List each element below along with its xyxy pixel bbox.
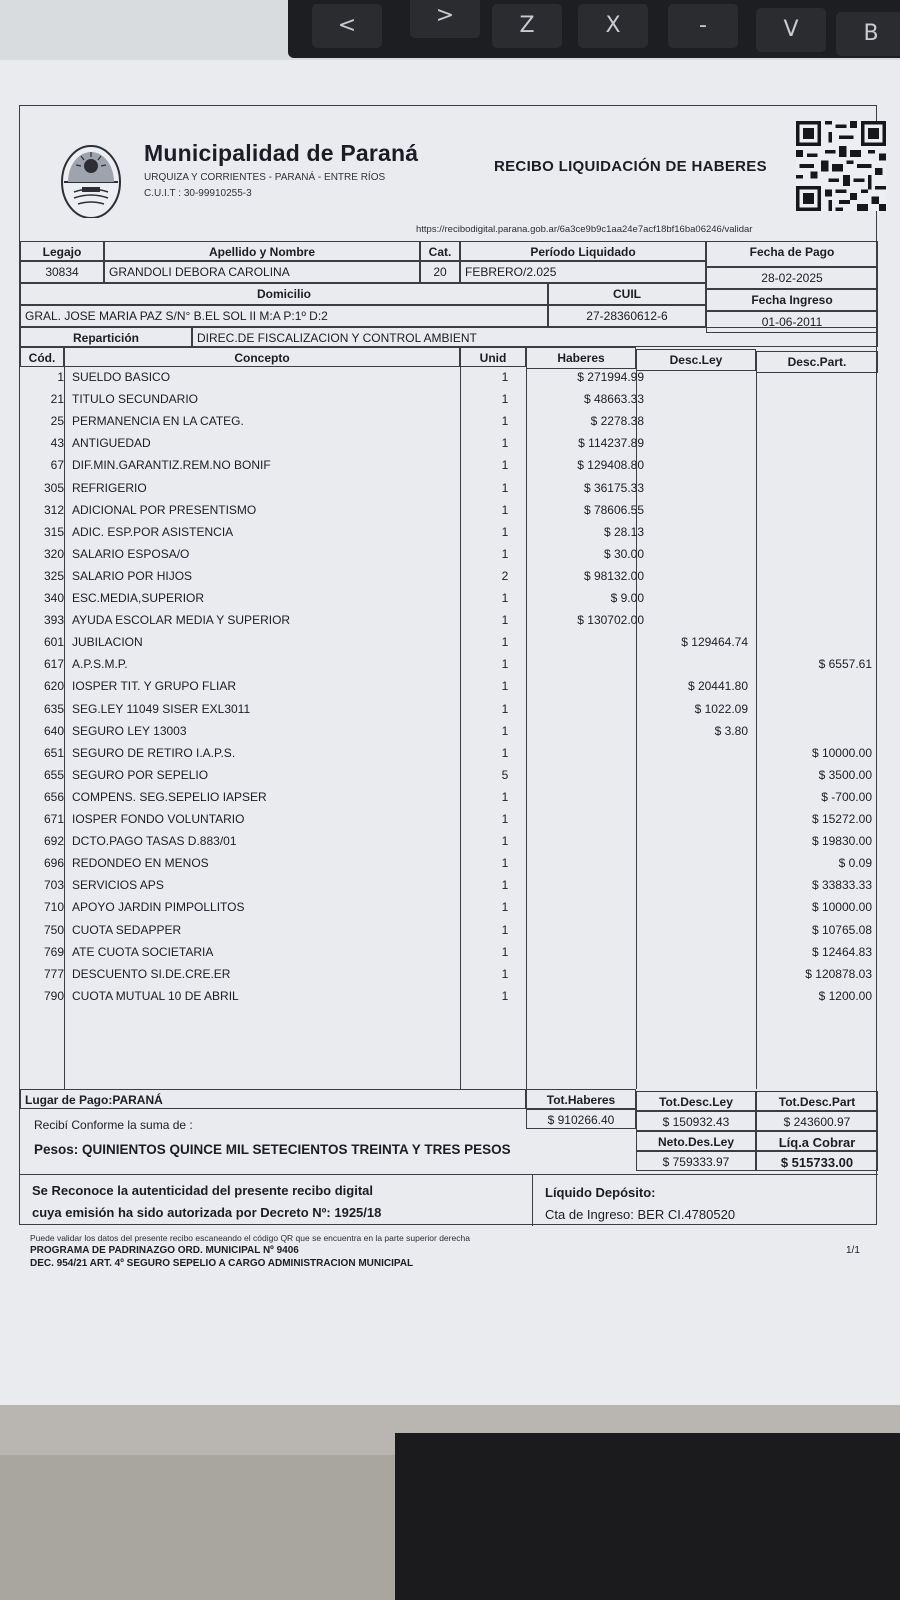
item-concept: SEGURO LEY 13003 xyxy=(72,723,187,738)
table-row xyxy=(20,878,878,900)
col-desc-part: Desc.Part. xyxy=(756,351,878,373)
tot-desc-ley-value: $ 150932.43 xyxy=(636,1111,756,1131)
table-row xyxy=(20,392,878,414)
item-code: 790 xyxy=(43,988,64,1003)
item-code: 315 xyxy=(43,524,64,539)
item-concept: DESCUENTO SI.DE.CRE.ER xyxy=(72,966,231,981)
item-concept: SALARIO POR HIJOS xyxy=(72,568,193,583)
cuil-label: CUIL xyxy=(548,283,706,305)
item-code: 640 xyxy=(43,723,64,738)
item-unit: 1 xyxy=(501,370,509,384)
keyboard-key: < xyxy=(312,4,382,48)
item-unit: 1 xyxy=(501,436,509,451)
item-haberes: $ 271994.99 xyxy=(577,370,644,384)
municipality-cuit: C.U.I.T : 30-99910255-3 xyxy=(144,188,252,199)
item-concept: TITULO SECUNDARIO xyxy=(72,392,199,407)
item-desc-part: $ 0.09 xyxy=(838,856,872,871)
item-desc-part: $ 10000.00 xyxy=(811,900,872,915)
item-code: 703 xyxy=(43,878,64,893)
item-concept: SALARIO ESPOSA/O xyxy=(72,546,190,561)
item-concept: IOSPER FONDO VOLUNTARIO xyxy=(72,812,245,826)
tot-haberes-value: $ 910266.40 xyxy=(526,1109,636,1129)
program-note: PROGRAMA DE PADRINAZGO ORD. MUNICIPAL Nº 9406 xyxy=(30,1245,299,1256)
item-code: 696 xyxy=(43,856,64,871)
department-label: Repartición xyxy=(20,327,192,347)
item-code: 750 xyxy=(43,922,64,937)
item-haberes: $ 28.13 xyxy=(603,524,644,539)
item-unit: 1 xyxy=(501,657,509,672)
item-desc-part: $ 1200.00 xyxy=(818,988,872,1003)
item-code: 651 xyxy=(43,745,64,760)
item-code: 635 xyxy=(43,701,64,716)
item-haberes: $ 130702.00 xyxy=(577,613,644,628)
table-row xyxy=(20,569,878,591)
legajo-label: Legajo xyxy=(20,241,104,261)
item-concept: ANTIGUEDAD xyxy=(72,436,151,451)
item-concept: IOSPER TIT. Y GRUPO FLIAR xyxy=(72,679,237,694)
item-desc-ley: $ 1022.09 xyxy=(694,701,748,716)
page-number: 1/1 xyxy=(846,1245,860,1256)
item-concept: APOYO JARDIN PIMPOLLITOS xyxy=(72,900,245,915)
item-code: 710 xyxy=(43,900,64,915)
validation-url[interactable]: https://recibodigital.parana.gob.ar/6a3ce9b9c1aa24e7acf18bf16ba06246/validar xyxy=(416,224,753,235)
item-desc-part: $ 12464.83 xyxy=(811,944,872,959)
tot-desc-part-label: Tot.Desc.Part xyxy=(756,1091,878,1111)
table-row xyxy=(20,591,878,613)
table-row xyxy=(20,900,878,922)
item-haberes: $ 30.00 xyxy=(603,546,644,561)
hire-date-label: Fecha Ingreso xyxy=(706,289,878,311)
item-code: 620 xyxy=(43,679,64,694)
col-unit: Unid xyxy=(460,347,526,367)
item-unit: 1 xyxy=(501,878,509,893)
item-code: 25 xyxy=(50,414,64,429)
table-row xyxy=(20,834,878,856)
item-unit: 5 xyxy=(501,767,509,782)
neto-label: Neto.Des.Ley xyxy=(636,1131,756,1151)
item-unit: 1 xyxy=(501,944,509,959)
liq-value: $ 515733.00 xyxy=(756,1151,878,1171)
item-unit: 1 xyxy=(501,856,509,871)
table-row xyxy=(20,547,878,569)
pay-date-label: Fecha de Pago xyxy=(706,241,878,267)
decree-note: DEC. 954/21 ART. 4º SEGURO SEPELIO A CARGO ADMINISTRACION MUNICIPAL xyxy=(30,1258,414,1269)
place-of-payment: Lugar de Pago:PARANÁ xyxy=(20,1089,526,1109)
item-unit: 1 xyxy=(501,701,509,716)
item-unit: 1 xyxy=(501,591,509,605)
item-code: 655 xyxy=(43,767,64,782)
col-concept: Concepto xyxy=(64,347,460,367)
item-code: 43 xyxy=(50,436,64,451)
item-unit: 1 xyxy=(501,834,509,849)
item-concept: SEGURO DE RETIRO I.A.P.S. xyxy=(72,745,236,760)
auth-line-1: Se Reconoce la autenticidad del presente recibo digital xyxy=(32,1183,373,1198)
amount-in-words: Pesos: QUINIENTOS QUINCE MIL SETECIENTOS TREINTA Y TRES PESOS xyxy=(34,1142,511,1157)
item-concept: DCTO.PAGO TASAS D.883/01 xyxy=(72,834,237,849)
table-row xyxy=(20,503,878,525)
item-concept: ESC.MEDIA,SUPERIOR xyxy=(72,591,205,605)
table-row xyxy=(20,724,878,746)
keyboard-key: X xyxy=(578,4,648,48)
item-unit: 1 xyxy=(501,988,509,1003)
item-concept: REFRIGERIO xyxy=(72,480,147,495)
item-code: 393 xyxy=(43,613,64,628)
receipt-document xyxy=(19,105,877,1225)
item-desc-part: $ 19830.00 xyxy=(811,834,872,849)
table-row xyxy=(20,923,878,945)
table-row xyxy=(20,856,878,878)
pay-date-value: 28-02-2025 xyxy=(706,267,878,289)
item-concept: CUOTA MUTUAL 10 DE ABRIL xyxy=(72,988,239,1003)
item-desc-part: $ 15272.00 xyxy=(811,812,872,826)
item-haberes: $ 36175.33 xyxy=(583,480,644,495)
item-concept: SEG.LEY 11049 SISER EXL3011 xyxy=(72,701,251,716)
item-code: 617 xyxy=(43,657,64,672)
item-concept: ATE CUOTA SOCIETARIA xyxy=(72,944,214,959)
item-desc-ley: $ 3.80 xyxy=(714,723,748,738)
table-row xyxy=(20,679,878,701)
item-unit: 1 xyxy=(501,546,509,561)
address-value: GRAL. JOSE MARIA PAZ S/N° B.EL SOL II M:A P:1º D:2 xyxy=(20,305,548,327)
col-haberes: Haberes xyxy=(526,347,636,369)
table-row xyxy=(20,525,878,547)
item-code: 671 xyxy=(43,812,64,826)
period-label: Período Liquidado xyxy=(460,241,706,261)
table-row xyxy=(20,768,878,790)
liq-label: Líq.a Cobrar xyxy=(756,1131,878,1151)
item-desc-ley: $ 20441.80 xyxy=(687,679,748,694)
item-concept: COMPENS. SEG.SEPELIO IAPSER xyxy=(72,789,267,804)
background-floor xyxy=(0,1395,900,1600)
address-label: Domicilio xyxy=(20,283,548,305)
keyboard-key: V xyxy=(756,8,826,52)
item-desc-ley: $ 129464.74 xyxy=(681,635,748,650)
item-haberes: $ 2278.38 xyxy=(590,414,644,429)
item-code: 21 xyxy=(50,392,64,407)
auth-line-2: cuya emisión ha sido autorizada por Decreto Nº: 1925/18 xyxy=(32,1205,382,1220)
item-haberes: $ 9.00 xyxy=(610,591,644,605)
item-code: 601 xyxy=(43,635,64,650)
period-value: FEBRERO/2.025 xyxy=(460,261,706,283)
item-unit: 1 xyxy=(501,679,509,694)
item-concept: ADICIONAL POR PRESENTISMO xyxy=(72,502,257,517)
neto-value: $ 759333.97 xyxy=(636,1151,756,1171)
table-row xyxy=(20,790,878,812)
qr-note: Puede validar los datos del presente recibo escaneando el código QR que se encuentra en la parte superior derecha xyxy=(30,1233,470,1243)
table-row xyxy=(20,458,878,480)
coat-of-arms-icon xyxy=(60,138,122,218)
keyboard-key: Z xyxy=(492,4,562,48)
item-code: 340 xyxy=(43,591,64,605)
item-code: 769 xyxy=(43,944,64,959)
keyboard xyxy=(288,0,900,58)
item-unit: 1 xyxy=(501,812,509,826)
item-haberes: $ 48663.33 xyxy=(583,392,644,407)
deposit-account: Cta de Ingreso: BER CI.4780520 xyxy=(545,1207,736,1222)
item-code: 777 xyxy=(43,966,64,981)
item-haberes: $ 98132.00 xyxy=(583,568,644,583)
item-unit: 1 xyxy=(501,392,509,407)
item-code: 325 xyxy=(43,568,64,583)
item-haberes: $ 78606.55 xyxy=(583,502,644,517)
keyboard-key: - xyxy=(668,4,738,48)
item-haberes: $ 114237.89 xyxy=(578,436,644,451)
item-concept: DIF.MIN.GARANTIZ.REM.NO BONIF xyxy=(72,458,271,473)
tot-desc-part-value: $ 243600.97 xyxy=(756,1111,878,1131)
item-code: 1 xyxy=(57,370,64,384)
table-row xyxy=(20,702,878,724)
item-desc-part: $ 3500.00 xyxy=(818,767,872,782)
cuil-value: 27-28360612-6 xyxy=(548,305,706,327)
item-concept: SUELDO BASICO xyxy=(72,370,171,384)
table-row xyxy=(20,657,878,679)
col-code: Cód. xyxy=(20,347,64,367)
item-unit: 1 xyxy=(501,502,509,517)
item-concept: SEGURO POR SEPELIO xyxy=(72,767,209,782)
table-row xyxy=(20,746,878,768)
item-concept: REDONDEO EN MENOS xyxy=(72,856,209,871)
tot-haberes-label: Tot.Haberes xyxy=(526,1089,636,1109)
keyboard-key: > xyxy=(410,0,480,38)
item-unit: 1 xyxy=(501,900,509,915)
tot-desc-ley-label: Tot.Desc.Ley xyxy=(636,1091,756,1111)
table-row xyxy=(20,945,878,967)
item-desc-part: $ 6557.61 xyxy=(818,657,872,672)
item-concept: CUOTA SEDAPPER xyxy=(72,922,182,937)
hire-date-value: 01-06-2011 xyxy=(706,311,878,333)
item-unit: 1 xyxy=(501,635,509,650)
item-desc-part: $ 33833.33 xyxy=(811,878,872,893)
item-concept: JUBILACION xyxy=(72,635,143,650)
item-code: 305 xyxy=(43,480,64,495)
table-row xyxy=(20,613,878,635)
item-unit: 1 xyxy=(501,745,509,760)
item-desc-part: $ 10000.00 xyxy=(811,745,872,760)
table-row xyxy=(20,481,878,503)
table-row xyxy=(20,370,878,392)
item-concept: PERMANENCIA EN LA CATEG. xyxy=(72,414,244,429)
cat-label: Cat. xyxy=(420,241,460,261)
item-desc-part: $ 10765.08 xyxy=(811,922,872,937)
table-row xyxy=(20,812,878,834)
item-unit: 1 xyxy=(501,723,509,738)
deposit-label: Líquido Depósito: xyxy=(545,1185,656,1200)
item-unit: 1 xyxy=(501,458,509,473)
legajo-value: 30834 xyxy=(20,261,104,283)
item-concept: A.P.S.M.P. xyxy=(72,657,128,672)
item-concept: ADIC. ESP.POR ASISTENCIA xyxy=(72,524,234,539)
table-row xyxy=(20,635,878,657)
item-code: 656 xyxy=(43,789,64,804)
item-haberes: $ 129408.80 xyxy=(577,458,644,473)
received-label: Recibí Conforme la suma de : xyxy=(34,1118,193,1132)
department-value: DIREC.DE FISCALIZACION Y CONTROL AMBIENT xyxy=(192,327,878,347)
item-code: 692 xyxy=(43,834,64,849)
name-label: Apellido y Nombre xyxy=(104,241,420,261)
municipality-address: URQUIZA Y CORRIENTES - PARANÁ - ENTRE RÍOS xyxy=(144,172,386,183)
municipality-name: Municipalidad de Paraná xyxy=(144,140,419,166)
col-desc-ley: Desc.Ley xyxy=(636,349,756,371)
item-code: 312 xyxy=(43,502,64,517)
table-row xyxy=(20,989,878,1011)
keyboard-key: B xyxy=(836,12,900,56)
table-row xyxy=(20,414,878,436)
items-table xyxy=(20,364,878,1089)
item-unit: 1 xyxy=(501,922,509,937)
item-desc-part: $ 120878.03 xyxy=(805,966,872,981)
item-unit: 1 xyxy=(501,480,509,495)
item-code: 67 xyxy=(50,458,64,473)
item-unit: 1 xyxy=(501,966,509,981)
item-unit: 1 xyxy=(501,613,509,628)
item-unit: 1 xyxy=(501,524,509,539)
qr-code-icon[interactable] xyxy=(796,118,886,214)
item-unit: 2 xyxy=(501,568,509,583)
receipt-title: RECIBO LIQUIDACIÓN DE HABERES xyxy=(494,158,767,175)
table-row xyxy=(20,436,878,458)
paper-sheet xyxy=(0,60,900,1405)
item-unit: 1 xyxy=(501,414,509,429)
employee-name: GRANDOLI DEBORA CAROLINA xyxy=(104,261,420,283)
item-desc-part: $ -700.00 xyxy=(821,789,872,804)
item-concept: SERVICIOS APS xyxy=(72,878,164,893)
item-unit: 1 xyxy=(501,789,509,804)
item-concept: AYUDA ESCOLAR MEDIA Y SUPERIOR xyxy=(72,613,291,628)
item-code: 320 xyxy=(43,546,64,561)
cat-value: 20 xyxy=(420,261,460,283)
table-row xyxy=(20,967,878,989)
